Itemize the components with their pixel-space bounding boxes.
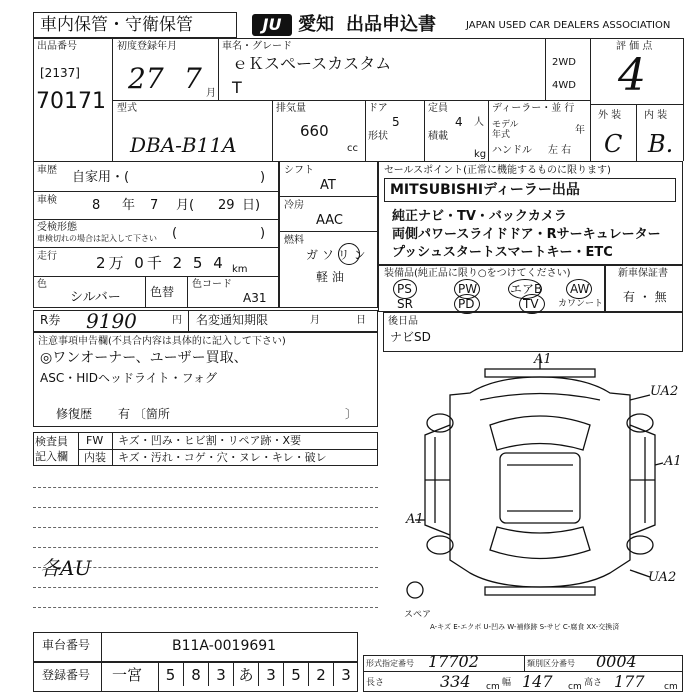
lot-bracket: [2137] <box>40 66 80 80</box>
frame-line <box>33 38 683 39</box>
selling-line: 純正ナビ・TV・バックカメラ <box>392 209 567 224</box>
plate-cell: 5 <box>283 662 308 686</box>
height-unit: cm <box>664 682 678 692</box>
received-note: 車検切れの場合は記入して下さい <box>37 234 157 243</box>
mileage-unit: km <box>232 264 248 275</box>
width-label: 幅 <box>502 678 512 688</box>
equipment-item: エアB <box>510 282 543 296</box>
mileage-value: 2万 0千 2 5 4 <box>96 254 226 272</box>
frame-line <box>145 276 146 308</box>
history-value: 自家用・( <box>72 170 130 185</box>
exterior-grade: C <box>604 130 623 158</box>
writing-line <box>33 527 378 528</box>
frame-line <box>590 38 591 161</box>
lot-label: 出品番号 <box>37 41 77 52</box>
tv-circle <box>519 294 545 314</box>
plate-cell: 3 <box>208 662 233 686</box>
inspection-year: 8 <box>92 198 101 213</box>
plate-cell: 5 <box>165 666 176 684</box>
inspection-day-unit: 日) <box>242 198 261 213</box>
aftermarket-label: 後日品 <box>388 316 418 327</box>
drive-2wd: 2WD <box>552 57 576 68</box>
frame-line <box>636 104 637 161</box>
aircon-value: AAC <box>316 213 343 228</box>
inspector-note: 各AU <box>40 556 92 580</box>
height-value: 177 <box>614 672 645 691</box>
recycle-unit: 円 <box>172 315 182 326</box>
model-code: DBA-B11A <box>130 133 237 157</box>
registration-label: 初度登録年月 <box>117 41 177 52</box>
plate-cell: 8 <box>183 662 208 686</box>
handle-value: 左 右 <box>548 145 572 156</box>
model-name-label: 車名・グレード <box>222 41 292 52</box>
repair-label: 修復歴 <box>56 407 93 421</box>
handle-label: ハンドル <box>492 145 532 156</box>
color-label: 色 <box>37 279 47 290</box>
name-change-month: 月 <box>310 315 320 326</box>
damage-mark: UA2 <box>648 570 677 585</box>
frame-line <box>365 100 366 161</box>
doors-label: ドア <box>368 103 388 114</box>
frame-line <box>488 100 489 161</box>
capacity-unit: 人 <box>474 117 484 128</box>
ju-logo: JU <box>252 14 292 36</box>
recycle-label: R券 <box>40 313 61 327</box>
frame-line <box>279 231 378 232</box>
received-close: ) <box>260 226 266 241</box>
inspector-label: 検査員 <box>35 435 68 448</box>
chassis-label: 車台番号 <box>42 638 91 652</box>
frame-line <box>33 219 279 220</box>
equipment-item: PS <box>397 282 412 296</box>
fuel-gas: ガ ソ リ ン <box>306 248 366 262</box>
plate-area: 一宮 <box>112 666 143 684</box>
spare-label: スペア <box>404 610 432 620</box>
model-name: ｅＫスペースカスタム <box>232 54 392 73</box>
selling-line: 両側パワースライドドア・Rサーキュレーター <box>392 227 661 242</box>
storage-label: 車内保管・守衛保管 <box>40 15 193 35</box>
frame-line <box>272 100 273 161</box>
frame-line <box>112 432 113 466</box>
damage-mark: UA2 <box>650 384 679 399</box>
page-title: 出品申込書 <box>346 14 436 35</box>
warranty-value: 有 ・ 無 <box>623 290 667 304</box>
designation-value: 17702 <box>428 652 479 671</box>
model-year-label2: 年式 <box>492 130 511 140</box>
ps-circle <box>393 279 417 299</box>
aircon-label: 冷房 <box>284 200 304 211</box>
equipment-item: PW <box>458 282 478 296</box>
width-unit: cm <box>568 682 582 692</box>
frame-line <box>545 38 546 100</box>
aftermarket-value: ナビSD <box>390 330 431 344</box>
association-name: JAPAN USED CAR DEALERS ASSOCIATION <box>466 20 671 31</box>
plate-cell: 2 <box>308 662 333 686</box>
frame-line <box>424 100 425 161</box>
chassis-number: B11A-0019691 <box>172 638 277 654</box>
writing-line <box>33 547 378 548</box>
frame-line <box>218 38 219 100</box>
selling-headline: MITSUBISHIディーラー出品 <box>390 182 580 198</box>
displacement-label: 排気量 <box>276 103 306 114</box>
dealer-label: ディーラー・並 行 <box>492 103 575 114</box>
history-label: 車歴 <box>37 165 57 176</box>
notes-line: ◎ワンオーナー、ユーザー買取、 <box>40 350 248 366</box>
capacity-value: 4 <box>455 115 463 129</box>
height-label: 高さ <box>584 678 603 688</box>
color-code-label: 色コード <box>192 279 232 290</box>
fuel-diesel: 軽 油 <box>316 270 344 284</box>
damage-mark: A1 <box>534 352 552 367</box>
plate-cell: 3 <box>333 662 358 686</box>
warranty-label: 新車保証書 <box>618 268 668 279</box>
shape-label: 形状 <box>368 131 388 142</box>
displacement-value: 660 <box>300 122 329 140</box>
displacement-unit: cc <box>347 143 358 154</box>
damage-mark: A1 <box>406 512 424 527</box>
notes-line: ASC・HIDヘッドライト・フォグ <box>40 371 218 385</box>
fuel-label: 燃料 <box>284 235 304 246</box>
designation-label: 形式指定番号 <box>366 659 414 668</box>
color-value: シルバー <box>70 290 121 305</box>
width-value: 147 <box>522 672 553 691</box>
equipment-item: AW <box>570 282 590 296</box>
frame-line <box>33 38 34 161</box>
load-unit: kg <box>474 149 487 160</box>
writing-line <box>33 487 378 488</box>
notes-label: 注意事項申告欄(不具合内容は具体的に記入して下さい) <box>38 336 286 347</box>
capacity-label: 定員 <box>428 103 448 114</box>
inspection-day: 29 <box>218 198 235 213</box>
equipment-label: 装備品(純正品に限り○をつけてください) <box>384 268 571 279</box>
inspector-row-label: FW <box>86 434 104 447</box>
lot-number: 70171 <box>36 89 106 114</box>
writing-line <box>33 587 378 588</box>
repair-close: 〕 <box>345 407 358 421</box>
fuel-selected-circle <box>338 243 360 265</box>
equipment-item: カワンート <box>558 299 604 309</box>
frame-line <box>33 276 279 277</box>
equipment-item: PD <box>458 297 475 311</box>
shift-label: シフト <box>284 165 314 176</box>
interior-label: 内 装 <box>644 110 668 121</box>
selling-points-label: セールスポイント(正常に機能するものに限ります) <box>384 165 611 176</box>
doors-value: 5 <box>392 115 400 129</box>
damage-mark: A1 <box>664 454 682 469</box>
category-value: 0004 <box>596 652 637 671</box>
frame-line <box>101 632 102 662</box>
equipment-item: TV <box>523 297 539 311</box>
color-change-label: 色替 <box>150 285 175 299</box>
repair-value: 有 〔箇所 <box>118 407 170 421</box>
frame-line <box>33 247 279 248</box>
damage-legend: A-キズ E-エクボ U-凹み W-補修跡 S-サビ C-腐食 XX-交換済 <box>430 623 620 631</box>
frame-line <box>188 310 189 332</box>
received-value: ( <box>172 226 178 241</box>
inspector-label: 記入欄 <box>35 450 68 463</box>
inspector-row1: キズ・凹み・ヒビ割・リペア跡・X要 <box>118 434 302 447</box>
frame-line <box>524 655 525 671</box>
plate-cell: あ <box>233 662 258 686</box>
model-grade: T <box>232 78 242 97</box>
rating-score: 4 <box>618 50 646 101</box>
plate-label: 登録番号 <box>42 668 91 682</box>
frame-line <box>101 662 102 692</box>
frame-line <box>78 449 378 450</box>
inspection-label: 車検 <box>37 195 57 206</box>
name-change-day: 日 <box>356 315 366 326</box>
inspector-row2: キズ・汚れ・コゲ・穴・ヌレ・キレ・破レ <box>118 451 327 464</box>
frame-line <box>683 38 684 161</box>
model-code-label: 型式 <box>117 103 137 114</box>
registration-month-unit: 月 <box>206 88 216 99</box>
inspector-row-label: 内装 <box>84 451 106 464</box>
shift-value: AT <box>320 178 336 193</box>
mileage-label: 走行 <box>37 251 57 262</box>
pd-circle <box>454 294 480 314</box>
aw-circle <box>566 279 592 299</box>
interior-grade: B. <box>648 130 674 158</box>
length-value: 334 <box>440 672 471 691</box>
car-diagram-icon <box>395 355 690 610</box>
title-prefix: 愛知 <box>298 14 334 35</box>
length-label: 長さ <box>366 678 385 688</box>
equipment-item: SR <box>397 297 413 311</box>
inspection-year-unit: 年 <box>122 198 136 213</box>
registration-year: 27 <box>128 62 164 95</box>
inspection-month: 7 <box>150 198 159 213</box>
model-year-unit: 年 <box>575 125 585 136</box>
plate-cell: 3 <box>258 662 283 686</box>
model-year-label: モデル <box>492 120 519 130</box>
registration-month: 7 <box>184 62 202 95</box>
load-label: 積載 <box>428 131 448 142</box>
received-label: 受検形態 <box>37 222 77 233</box>
writing-line <box>33 607 378 608</box>
frame-line <box>279 196 378 197</box>
writing-line <box>33 507 378 508</box>
drive-4wd: 4WD <box>552 80 576 91</box>
recycle-value: 9190 <box>86 309 137 333</box>
inspection-month-unit: 月( <box>176 198 195 213</box>
frame-line <box>112 100 590 101</box>
history-close: ) <box>260 170 266 185</box>
name-change-label: 名変通知期限 <box>196 313 269 327</box>
frame-line <box>33 191 279 192</box>
length-unit: cm <box>486 682 500 692</box>
exterior-label: 外 装 <box>598 110 622 121</box>
color-code: A31 <box>243 291 267 305</box>
category-label: 類別区分番号 <box>527 659 575 668</box>
selling-line: プッシュスタートスマートキー・ETC <box>392 245 613 260</box>
frame-line <box>187 276 188 308</box>
rating-label: 評 価 点 <box>616 41 653 52</box>
